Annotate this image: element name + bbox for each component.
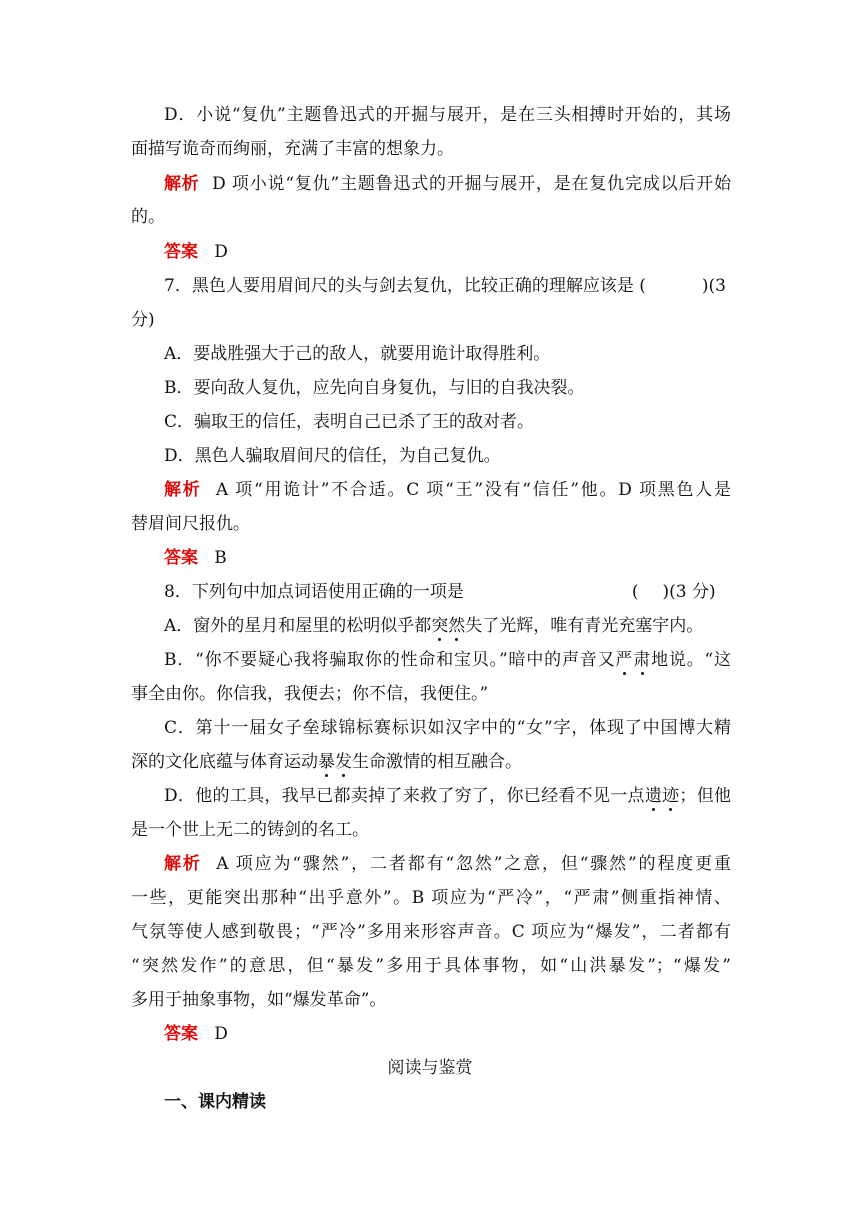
q7-score: )(3: [701, 276, 726, 296]
answer-value: D: [214, 1024, 228, 1044]
q8-answer: [164, 1022, 764, 1046]
q8-option-d-line1: D．他的工具，我早已都卖掉了来救了穷了，你已经看不见一点遗迹；但他: [164, 786, 732, 806]
answer-label: 答案: [164, 1024, 198, 1044]
q7-stem-text: 7．黑色人要用眉间尺的头与剑去复仇，比较正确的理解应该是 (: [164, 276, 646, 296]
q8-analysis-line3: 气氛等使人感到敬畏；“严冷”多用来形容声音。C 项应为“爆发”，二者都有: [131, 922, 731, 942]
q8-option-b-line2: 事全由你。你信我，我便去；你不信，我便住。”: [131, 684, 489, 704]
q7-option-a: A．要战胜强大于己的敌人，就要用诡计取得胜利。: [164, 344, 551, 364]
q7-option-c: C．骗取王的信任，表明自己已杀了王的敌对者。: [164, 412, 535, 432]
analysis-label: 解析: [164, 854, 202, 874]
q8-stem-text: 8．下列句中加点词语使用正确的一项是: [164, 582, 464, 602]
q8-paren: (: [631, 582, 639, 602]
q7-analysis-line1: [164, 478, 731, 502]
answer-value: B: [214, 548, 227, 568]
q6-analysis-line1: [164, 172, 731, 196]
analysis-text: D 项小说“复仇”主题鲁迅式的开掘与展开，是在复仇完成以后开始: [212, 174, 731, 194]
answer-value: D: [214, 242, 228, 262]
q6-analysis-line2: 的。: [131, 207, 165, 227]
q6-answer: [164, 240, 764, 264]
answer-label: 答案: [164, 242, 198, 262]
q7-option-b: B．要向敌人复仇，应先向自身复仇，与旧的自我决裂。: [164, 378, 585, 398]
section-title: 阅读与鉴赏: [387, 1058, 473, 1078]
q6-option-d-line1: D．小说“复仇”主题鲁迅式的开掘与展开，是在三头相搏时开始的，其场: [164, 105, 731, 125]
q8-option-a: A．窗外的星月和屋里的松明似乎都突然失了光辉，唯有青光充塞宇内。: [164, 616, 704, 636]
q7-answer: [164, 546, 764, 570]
q8-stem: [164, 580, 731, 604]
dotted-word: 突然: [431, 616, 466, 636]
q8-option-d-line2: 是一个世上无二的铸剑的名工。: [131, 820, 369, 840]
analysis-label: 解析: [164, 174, 200, 194]
section-subtitle: 一、课内精读: [164, 1092, 266, 1112]
q8-score: )(3 分): [662, 582, 716, 602]
analysis-text: A 项应为“骤然”，二者都有“忽然”之意，但“骤然”的程度更重: [216, 854, 731, 874]
q8-option-c-line1: C．第十一届女子垒球锦标赛标识如汉字中的“女”字，体现了中国博大精: [164, 718, 731, 738]
q7-option-d: D．黑色人骗取眉间尺的信任，为自己复仇。: [164, 446, 501, 466]
answer-label: 答案: [164, 548, 198, 568]
q7-stem-line2: 分): [131, 310, 155, 330]
analysis-text: A 项“用诡计”不合适。C 项“王”没有“信任”他。D 项黑色人是: [215, 480, 732, 500]
q7-analysis-line2: 替眉间尺报仇。: [131, 514, 250, 534]
q8-analysis-line1: [164, 852, 731, 876]
analysis-label: 解析: [164, 480, 202, 500]
q8-analysis-line4: “突然发作”的意思，但“暴发”多用于具体事物，如“山洪暴发”；“爆发”: [131, 956, 731, 976]
q8-option-b-line1: B．“你不要疑心我将骗取你的性命和宝贝。”暗中的声音又严肃地说。“这: [164, 650, 732, 670]
q8-analysis-line5: 多用于抽象事物，如“爆发革命”。: [131, 990, 387, 1010]
q7-stem-line1: [164, 274, 731, 298]
q6-option-d-line2: 面描写诡奇而绚丽，充满了丰富的想象力。: [131, 139, 454, 159]
q8-analysis-line2: 一些，更能突出那种“出乎意外”。B 项应为“严冷”，“严肃”侧重指神情、: [131, 888, 731, 908]
q8-option-c-line2: 深的文化底蕴与体育运动暴发生命激情的相互融合。: [131, 752, 522, 772]
